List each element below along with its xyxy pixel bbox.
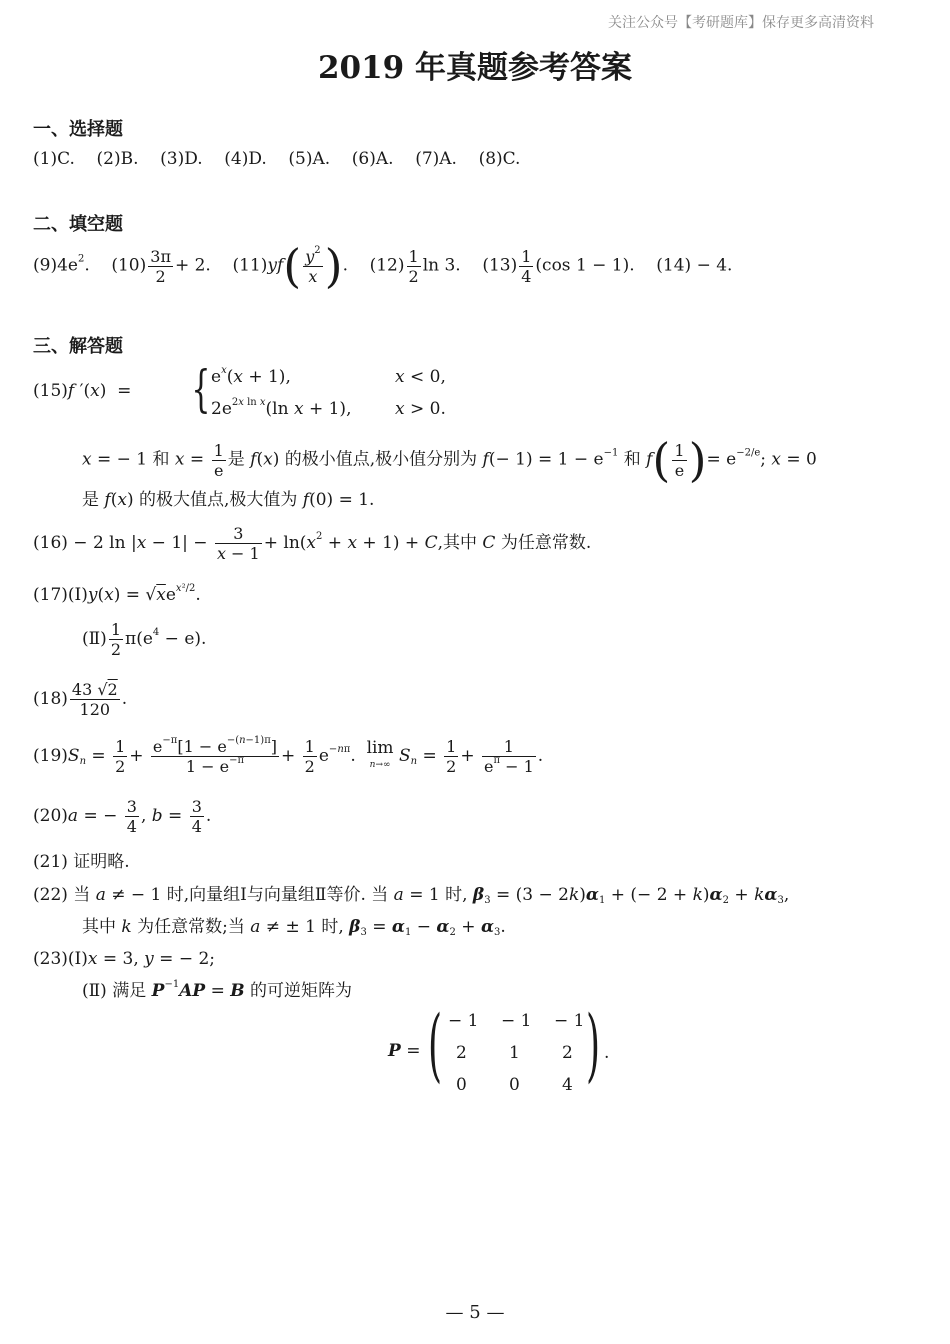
answer-20: (20)a = − $\frac{3}{4}$ , b = $\frac{3}{4}$ .: [33, 797, 212, 836]
answer-5: (5)A.: [288, 149, 331, 169]
answer-17-part2: (Ⅱ) $\frac{1}{2}$ $\pi(e^4 - e)$.: [82, 620, 207, 659]
answer-7: (7)A.: [415, 149, 457, 169]
section-heading-choice: 一、选择题: [33, 119, 123, 140]
answer-18: (18) $\frac{43 √2}{120}$ .: [33, 680, 128, 719]
answer-17-part1: (17)(Ⅰ)y(x) = $√xe^{x^2/2}$.: [33, 583, 201, 605]
answer-23-part1: (23)(Ⅰ)x = 3, y = − 2;: [33, 949, 216, 969]
watermark: 关注公众号【考研题库】保存更多高清资料: [608, 15, 874, 31]
answer-3: (3)D.: [160, 149, 203, 169]
answer-19: $(19)S_n$ = $\frac{1}{2}$ + $\frac{e^{-\pi}[1 - e^{-(n-1)\pi}]}{1 - e^{-\pi}}$ + $\frac{1}{2}$ $e^{-n\pi}$. lim n→∞ $S_n$ = $\frac{1}{2}$ + $\frac{1}{e^\pi - 1}$ .: [33, 735, 544, 776]
answer-2: (2)B.: [96, 149, 139, 169]
answer-16: (16) − 2 ln |x − 1| − $\frac{3}{x - 1}$ + $\ln(x^2 + x + 1) + C$,其中 C 为任意常数.: [33, 524, 592, 563]
page-number: — 5 —: [445, 1302, 505, 1323]
answer-4: (4)D.: [224, 149, 267, 169]
section-heading-solve: 三、解答题: [33, 336, 123, 357]
answer-21: (21) 证明略.: [33, 852, 130, 872]
answer-15-max: 是 f(x) 的极大值点,极大值为 f(0) = 1.: [82, 490, 375, 510]
answer-1: (1)C.: [33, 149, 75, 169]
choice-answers: [33, 148, 520, 170]
answer-23-part2: (Ⅱ) 满足 $P^{-1}AP = B$ 的可逆矩阵为: [82, 979, 353, 1001]
answer-22-line2: 其中 k 为任意常数;当 a ≠ ± 1 时, $\beta_3 = \alpha_1 - \alpha_2 + \alpha_3$.: [82, 917, 506, 938]
answer-22-line1: (22) 当 a ≠ − 1 时,向量组Ⅰ与向量组Ⅱ等价. 当 a = 1 时, $\beta_3 = (3 - 2k)\alpha_1$ + (− $2 + k)\alpha_2 + k\alpha_3$,: [33, 885, 790, 906]
fill-answers: $(9)4e^2$. (10) $\frac{3\pi}{2}$ + 2. (11)yf( $\frac{y^2}{x}$ ). (12) $\frac{1}{2}$ ln 3. (13) $\frac{1}{4}$ (cos 1 − 1). (14) − 4.: [33, 239, 733, 293]
answer-8: (8)C.: [478, 149, 521, 169]
answer-15-extrema: x = − 1 和 x = $\frac{1}{e}$ 是 f(x) 的极小值点,极小值分别为 $f(- 1) = 1 - e^{-1}$ 和 f( $\frac{1}{e}$ )= $e^{-2/e}$; x = 0: [82, 433, 817, 487]
section-heading-fill: 二、填空题: [33, 214, 123, 235]
page-title: 2019 年真题参考答案: [317, 50, 633, 86]
answer-6: (6)A.: [351, 149, 394, 169]
